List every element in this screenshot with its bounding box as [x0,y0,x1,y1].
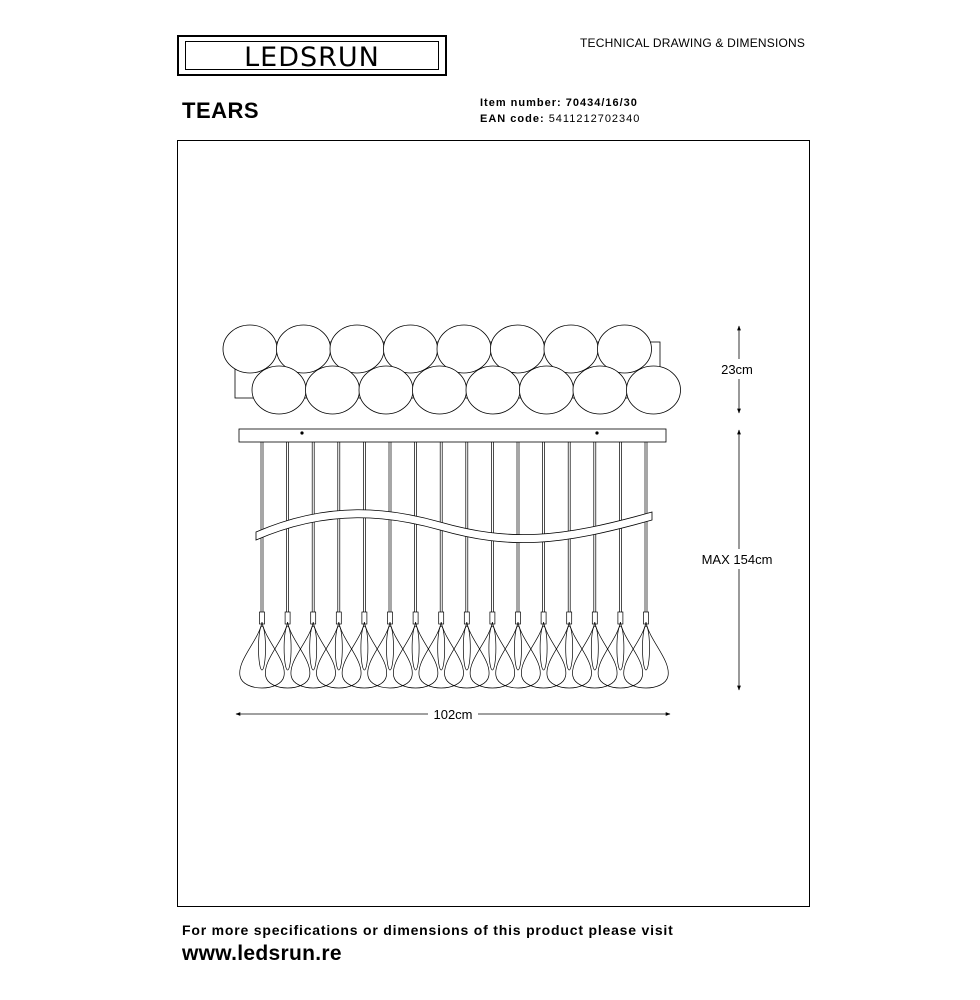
pendant [419,442,464,688]
top-view-discs [223,325,681,414]
brand-name: LEDSRUN [244,42,380,73]
document-type: TECHNICAL DRAWING & DIMENSIONS [580,36,806,50]
item-number-value: 70434/16/30 [565,97,638,109]
disc-bottom-row [252,366,306,414]
disc-bottom-row [573,366,627,414]
pendant [624,442,669,688]
disc-bottom-row [466,366,520,414]
footer-info-text: For more specifications or dimensions of this product please visit [182,922,674,938]
disc-bottom-row [306,366,360,414]
disc-bottom-row [627,366,681,414]
pendant [393,442,438,688]
wave-band [256,510,652,543]
footer-website-link[interactable]: www.ledsrun.re [182,942,342,965]
disc-top-row [491,325,545,373]
disc-top-row [544,325,598,373]
pendant [598,442,643,688]
canopy-mount-point [300,431,303,434]
item-number-label: Item number: [480,97,562,109]
dimension-label-max-height: MAX 154cm [701,552,773,567]
disc-top-row [223,325,277,373]
disc-top-row [330,325,384,373]
pendant [521,442,566,688]
ean-code-label: EAN code: [480,113,545,125]
canopy-bar [239,429,666,442]
disc-top-row [437,325,491,373]
ean-code-value: 5411212702340 [548,113,641,125]
disc-top-row [277,325,331,373]
disc-bottom-row [520,366,574,414]
pendant [445,442,490,688]
pendant [547,442,592,688]
pendant [470,442,515,688]
pendant [291,442,336,688]
disc-top-row [598,325,652,373]
dimension-label-width: 102cm [433,707,473,722]
pendant [317,442,362,688]
product-name: TEARS [182,98,260,123]
pendant-lamps [240,442,669,688]
disc-bottom-row [359,366,413,414]
pendant [496,442,541,688]
pendant [368,442,413,688]
pendant [240,442,285,688]
dimension-label-height: 23cm [721,362,753,377]
disc-top-row [384,325,438,373]
pendant [573,442,618,688]
pendant [265,442,310,688]
pendant [342,442,387,688]
disc-bottom-row [413,366,467,414]
canopy-mount-point [595,431,598,434]
